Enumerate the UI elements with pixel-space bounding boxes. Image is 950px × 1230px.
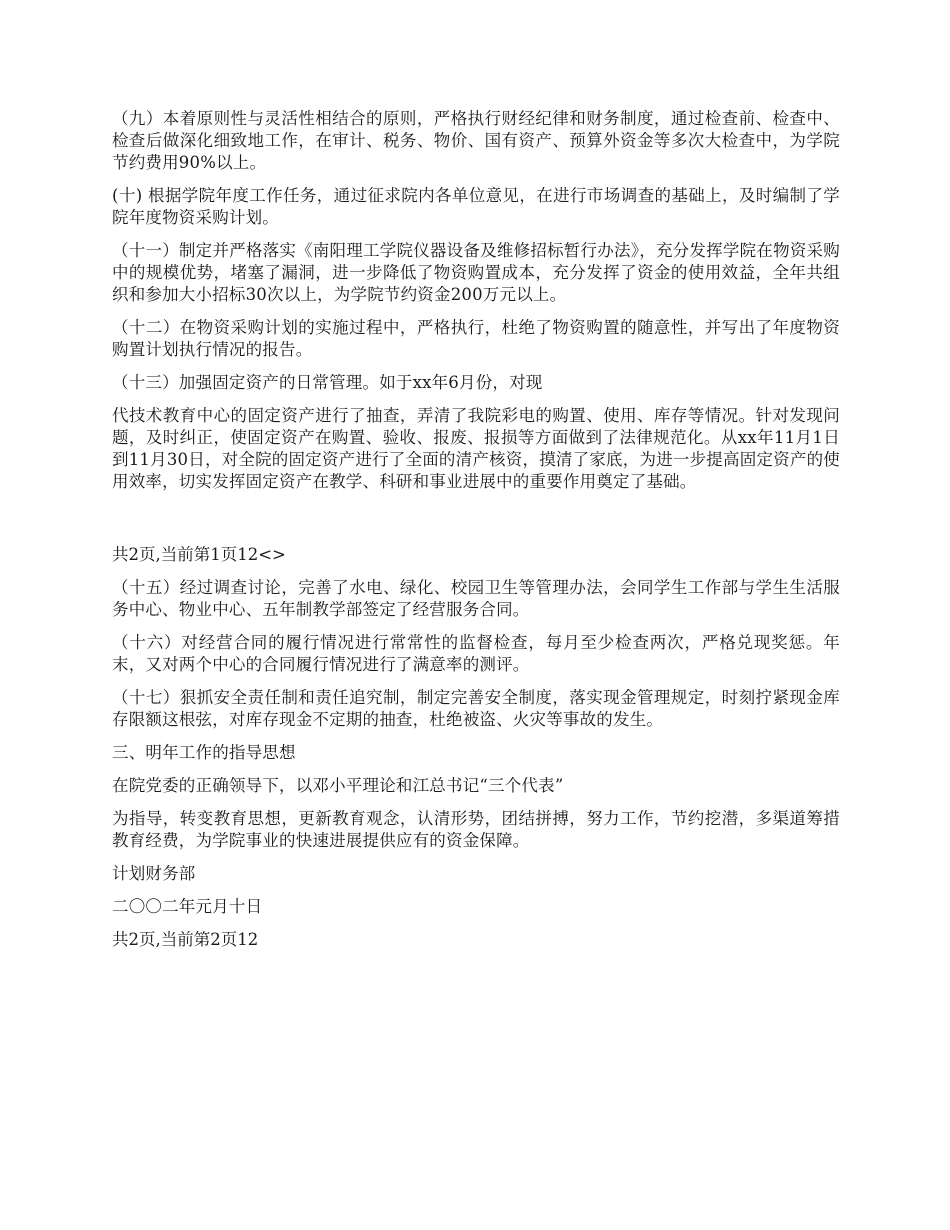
paragraph-item-11: （十一）制定并严格落实《南阳理工学院仪器设备及维修招标暂行办法》，充分发挥学院在物资采购中的规模优势，堵塞了漏洞，进一步降低了物资购置成本，充分发挥了资金的使用效益，全年共组织和参加大小招标30次以上，为学院节约资金200万元以上。 <box>112 241 840 304</box>
paragraph-item-13-start: （十三）加强固定资产的日常管理。如于xx年6月份，对现 <box>112 373 543 392</box>
paragraph-item-12: （十二）在物资采购计划的实施过程中，严格执行，杜绝了物资购置的随意性，并写出了年度物资购置计划执行情况的报告。 <box>112 318 840 359</box>
document-page <box>112 108 840 962</box>
paragraph-item-9: （九）本着原则性与灵活性相结合的原则，严格执行财经纪律和财务制度，通过检查前、检查中、检查后做深化细致地工作，在审计、税务、物价、国有资产、预算外资金等多次大检查中，为学院节约费用90%以上。 <box>112 109 840 172</box>
page-indicator-1: 共2页,当前第1页12<> <box>112 545 286 564</box>
paragraph-guiding-start: 在院党委的正确领导下，以邓小平理论和江总书记“三个代表” <box>112 776 564 795</box>
paragraph-item-16: （十六）对经营合同的履行情况进行常常性的监督检查，每月至少检查两次，严格兑现奖惩。年末，又对两个中心的合同履行情况进行了满意率的测评。 <box>112 633 840 674</box>
page-indicator-2: 共2页,当前第2页12 <box>112 930 259 949</box>
signature-date: 二〇〇二年元月十日 <box>112 897 263 916</box>
paragraph-item-15: （十五）经过调查讨论，完善了水电、绿化、校园卫生等管理办法，会同学生工作部与学生生活服务中心、物业中心、五年制教学部签定了经营服务合同。 <box>112 578 840 619</box>
paragraph-item-10: (十) 根据学院年度工作任务，通过征求院内各单位意见，在进行市场调查的基础上，及时编制了学院年度物资采购计划。 <box>112 186 840 227</box>
page-break-gap <box>112 504 840 544</box>
signature-department: 计划财务部 <box>112 864 196 883</box>
paragraph-guiding-continued: 为指导，转变教育思想，更新教育观念，认清形势，团结拼搏，努力工作，节约挖潜，多渠道筹措教育经费，为学院事业的快速进展提供应有的资金保障。 <box>112 809 840 850</box>
section-heading-guiding-ideas: 三、明年工作的指导思想 <box>112 743 296 762</box>
paragraph-item-17: （十七）狠抓安全责任制和责任追究制，制定完善安全制度，落实现金管理规定，时刻拧紧现金库存限额这根弦，对库存现金不定期的抽查，杜绝被盗、火灾等事故的发生。 <box>112 688 840 729</box>
paragraph-item-13-continued: 代技术教育中心的固定资产进行了抽查，弄清了我院彩电的购置、使用、库存等情况。针对发现问题，及时纠正，使固定资产在购置、验收、报废、报损等方面做到了法律规范化。从xx年11月1日到11月30日，对全院的固定资产进行了全面的清产核资，摸清了家底，为进一步提高固定资产的使用效率，切实发挥固定资产在教学、科研和事业进展中的重要作用奠定了基础。 <box>112 406 840 491</box>
